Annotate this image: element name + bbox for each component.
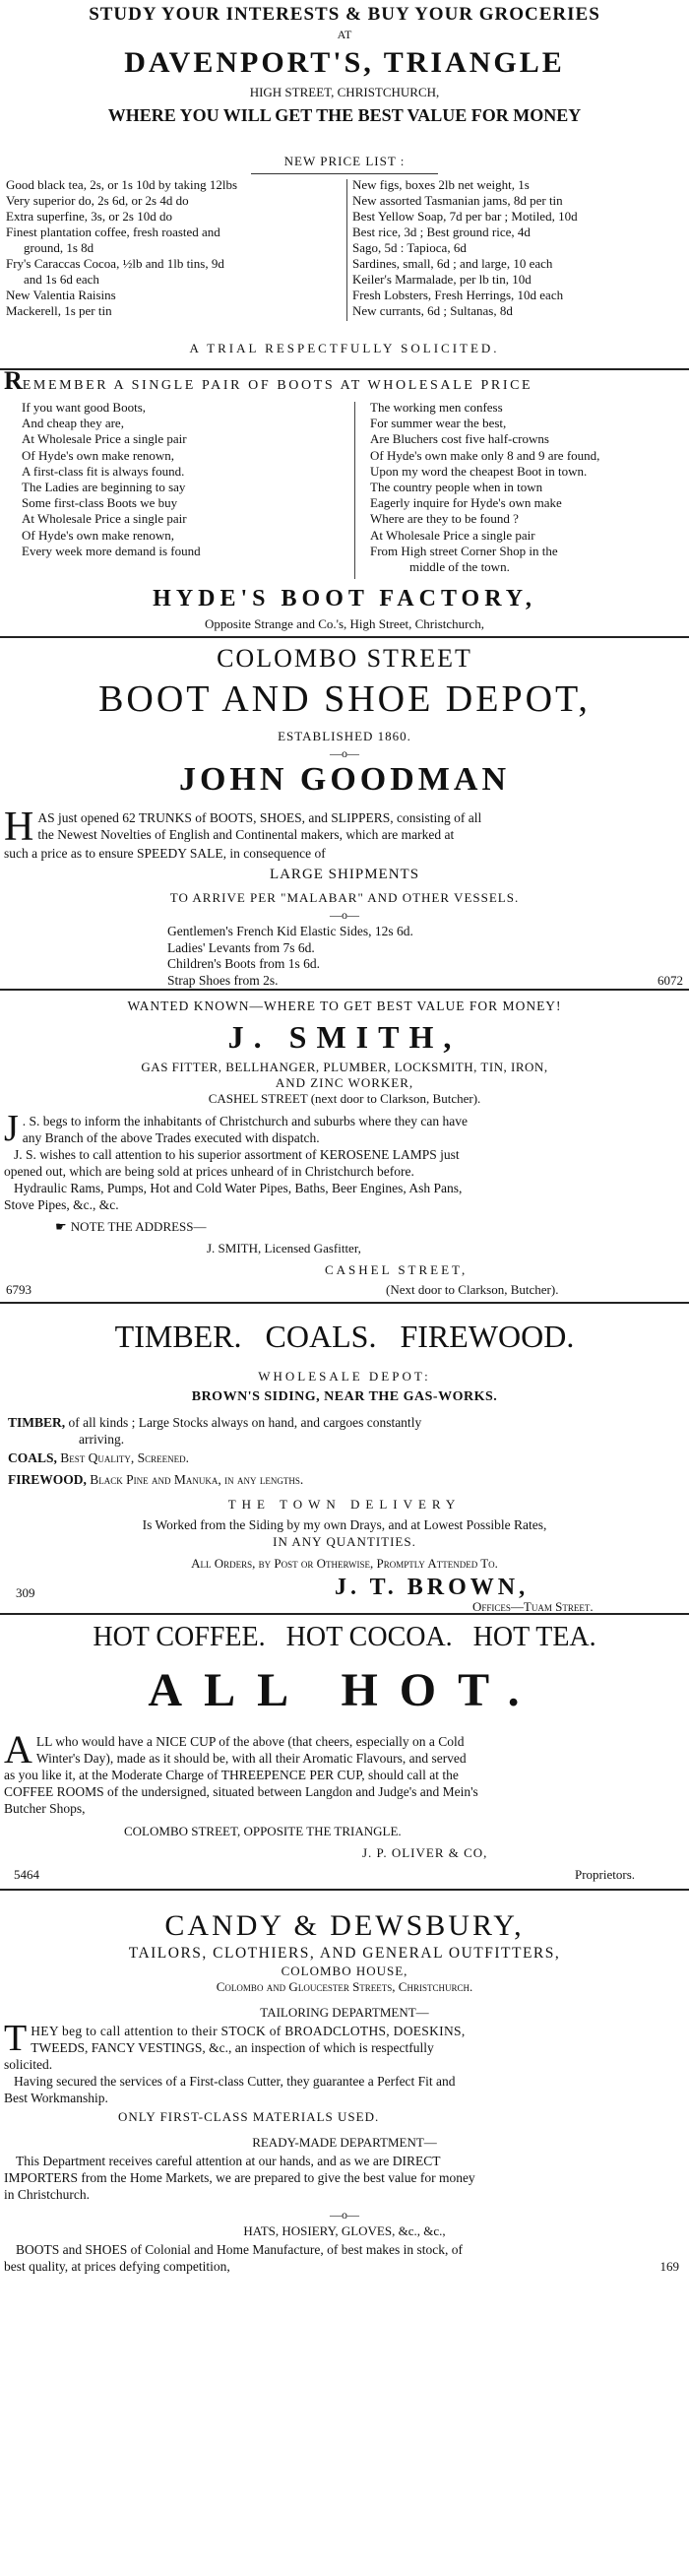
davenport-right-price-list [352, 177, 687, 319]
candy-ornament: —o— [330, 2208, 359, 2222]
price-item: Good black tea, 2s, or 1s 10d by taking 12lbs [6, 177, 238, 192]
hyde-headline-text: EMEMBER A SINGLE PAIR OF BOOTS AT WHOLESALE PRICE [22, 378, 533, 393]
goodman-ornament: —o— [330, 746, 359, 760]
body-line: J. S. wishes to call attention to his superior assortment of KEROSENE LAMPS just [14, 1147, 460, 1162]
body-line: This Department receives careful attention at our hands, and as we are DIRECT [16, 2154, 441, 2168]
brown-name: J. T. BROWN, [335, 1575, 530, 1600]
body-line: such a price as to ensure SPEEDY SALE, in consequence of [4, 846, 326, 861]
poem-line: Every week more demand is found [22, 543, 201, 558]
price-item: ground, 1s 8d [24, 240, 94, 255]
price-item: Sago, 5d : Tapioca, 6d [352, 240, 467, 255]
body-line: any Branch of the above Trades executed with dispatch. [22, 1130, 320, 1145]
smith-name: J. SMITH, [227, 1019, 462, 1055]
price-item: and 1s 6d each [24, 272, 99, 287]
goodman-established: ESTABLISHED 1860. [278, 729, 411, 743]
column-divider [346, 179, 347, 321]
candy-drop-cap: T [4, 2018, 28, 2059]
candy-materials: ONLY FIRST-CLASS MATERIALS USED. [118, 2109, 380, 2124]
oliver-name: J. P. OLIVER & CO, [362, 1845, 488, 1860]
hyde-poem-left [22, 400, 346, 559]
brown-delivery: THE TOWN DELIVERY [227, 1497, 462, 1512]
list-item: Children's Boots from 1s 6d. [167, 956, 321, 971]
price-item: Extra superfine, 3s, or 2s 10d do [6, 209, 172, 224]
brown-siding: BROWN'S SIDING, NEAR THE GAS-WORKS. [191, 1389, 498, 1404]
price-item: New figs, boxes 2lb net weight, 1s [352, 177, 530, 192]
brown-timber-line2: arriving. [79, 1432, 125, 1447]
goodman-arrive: TO ARRIVE PER "MALABAR" AND OTHER VESSELS. [169, 890, 520, 905]
smith-ad-number: 6793 [6, 1282, 31, 1297]
candy-tailoring-body [4, 2018, 685, 2106]
body-line: opened out, which are being sold at prices unheard of in Christchurch before. [4, 1164, 414, 1179]
davenport-left-price-list [6, 177, 345, 319]
brown-depot: WHOLESALE DEPOT: [258, 1369, 431, 1384]
davenport-price-heading: NEW PRICE LIST : [283, 154, 406, 168]
price-item: Best Yellow Soap, 7d per bar ; Motiled, 10d [352, 209, 578, 224]
candy-trades: TAILORS, CLOTHIERS, AND GENERAL OUTFITTERS, [128, 1945, 561, 1962]
poem-line: At Wholesale Price a single pair [22, 511, 187, 527]
hyde-headline [4, 366, 533, 395]
oliver-body [4, 1727, 685, 1817]
candy-house: COLOMBO HOUSE, [281, 1964, 408, 1978]
body-line: AS just opened 62 TRUNKS of BOOTS, SHOES, and SLIPPERS, consisting of all [37, 810, 482, 825]
price-item: New assorted Tasmanian jams, 8d per tin [352, 193, 563, 208]
goodman-drop-cap: H [4, 805, 34, 850]
price-item: Very superior do, 2s 6d, or 2s 4d do [6, 193, 189, 208]
goodman-title: BOOT AND SHOE DEPOT, [98, 678, 591, 720]
body-line: Butcher Shops, [4, 1801, 86, 1816]
body-line: Best Workmanship. [4, 2091, 108, 2105]
davenport-name: DAVENPORT'S, TRIANGLE [124, 46, 565, 79]
poem-line: And cheap they are, [22, 416, 124, 431]
davenport-footer: A TRIAL RESPECTFULLY SOLICITED. [189, 341, 500, 355]
list-item: Ladies' Levants from 7s 6d. [167, 939, 315, 955]
candy-readymade-body [4, 2153, 685, 2203]
poem-line: Of Hyde's own make renown, [22, 527, 175, 543]
body-line: Stove Pipes, &c., &c. [4, 1197, 119, 1212]
oliver-street: COLOMBO STREET, OPPOSITE THE TRIANGLE. [124, 1824, 402, 1838]
brown-title: TIMBER. COALS. FIREWOOD. [114, 1319, 575, 1354]
goodman-advertisement [0, 638, 689, 1032]
poem-line: Some first-class Boots we buy [22, 495, 178, 511]
oliver-drop-cap: A [4, 1727, 32, 1771]
candy-tailoring-heading: TAILORING DEPARTMENT— [260, 2005, 429, 2020]
candy-readymade-heading: READY-MADE DEPARTMENT— [252, 2135, 437, 2150]
poem-line: From High street Corner Shop in the [370, 543, 558, 558]
candy-hats: HATS, HOSIERY, GLOVES, &c., &c., [243, 2223, 446, 2238]
poem-line: For summer wear the best, [370, 416, 507, 431]
goodman-body [4, 805, 685, 862]
brown-worked: Is Worked from the Siding by my own Drays, and at Lowest Possible Rates, [142, 1517, 547, 1532]
candy-ad-number: 169 [659, 2259, 679, 2274]
body-line: LL who would have a NICE CUP of the above (that cheers, especially on a Cold [35, 1734, 465, 1749]
poem-line: Of Hyde's own make only 8 and 9 are found, [370, 447, 600, 463]
price-item: Sardines, small, 6d ; and large, 10 each [352, 256, 553, 271]
brown-offices: Offices—Tuam Street. [472, 1599, 594, 1614]
smith-body [4, 1108, 685, 1213]
price-item: Best rice, 3d ; Best ground rice, 4d [352, 225, 531, 239]
price-item: Keiler's Marmalade, per lb tin, 10d [352, 272, 532, 287]
smith-address: CASHEL STREET (next door to Clarkson, Butcher). [208, 1091, 481, 1106]
smith-signature-line1: J. SMITH, Licensed Gasfitter, [207, 1241, 361, 1256]
smith-note-text: NOTE THE ADDRESS— [70, 1219, 207, 1234]
timber-label: TIMBER, [8, 1415, 66, 1430]
brown-timber-line [8, 1414, 421, 1431]
timber-text: of all kinds ; Large Stocks always on hand, and cargoes constantly [65, 1415, 422, 1430]
poem-line: At Wholesale Price a single pair [370, 527, 535, 543]
davenport-slogan: WHERE YOU WILL GET THE BEST VALUE FOR MONEY [107, 105, 582, 125]
poem-line: Of Hyde's own make renown, [22, 447, 175, 463]
brown-advertisement [0, 1304, 689, 1614]
poem-line: middle of the town. [409, 559, 510, 575]
coals-text: Best Quality, Screened. [56, 1450, 190, 1465]
body-line: HEY beg to call attention to their STOCK of BROADCLOTHS, DOESKINS, [31, 2024, 466, 2038]
goodman-street: COLOMBO STREET [217, 644, 472, 673]
poem-line: The Ladies are beginning to say [22, 480, 186, 495]
smith-note [55, 1219, 207, 1236]
hyde-poem-right [370, 400, 687, 575]
price-item: Finest plantation coffee, fresh roasted and [6, 225, 220, 239]
poem-line: Are Bluchers cost five half-crowns [370, 431, 549, 447]
list-item: Gentlemen's French Kid Elastic Sides, 12s 6d. [167, 924, 413, 938]
body-line: Hydraulic Rams, Pumps, Hot and Cold Water Pipes, Baths, Beer Engines, Ash Pans, [14, 1181, 463, 1195]
price-item: Mackerell, 1s per tin [6, 303, 112, 318]
brown-ad-number: 309 [16, 1585, 35, 1600]
candy-name: CANDY & DEWSBURY, [164, 1909, 525, 1942]
coals-label: COALS, [8, 1450, 57, 1465]
davenport-at: AT [337, 28, 352, 41]
poem-line: The country people when in town [370, 480, 543, 495]
poem-line: If you want good Boots, [22, 400, 147, 415]
goodman-item-list [167, 924, 413, 989]
poem-line: At Wholesale Price a single pair [22, 431, 187, 447]
hyde-advertisement [0, 366, 689, 631]
price-item: Fry's Caraccas Cocoa, ½lb and 1lb tins, 9d [6, 256, 224, 271]
poem-line: Eagerly inquire for Hyde's own make [370, 495, 562, 511]
body-line: . S. begs to inform the inhabitants of Christchurch and suburbs where they can have [22, 1114, 468, 1128]
body-line: the Newest Novelties of English and Continental makers, which are marked at [37, 827, 455, 842]
price-heading-underline [251, 173, 438, 174]
body-line: TWEEDS, FANCY VESTINGS, &c., an inspection of which is respectfully [31, 2040, 434, 2055]
oliver-advertisement [0, 1615, 689, 1881]
oliver-proprietors: Proprietors. [575, 1867, 636, 1882]
oliver-ad-number: 5464 [14, 1867, 39, 1882]
hyde-address: Opposite Strange and Co.'s, High Street, Christchurch, [205, 616, 484, 631]
smith-signature-line2: CASHEL STREET, [325, 1262, 469, 1277]
body-line: in Christchurch. [4, 2187, 90, 2202]
smith-drop-cap: J [4, 1108, 19, 1149]
brown-firewood-line [8, 1471, 303, 1488]
firewood-text: Black Pine and Manuka, in any lengths. [86, 1472, 304, 1487]
poem-line: Where are they to be found ? [370, 511, 519, 527]
goodman-shipments: LARGE SHIPMENTS [269, 867, 420, 882]
pointing-hand-icon: ☛ [55, 1220, 71, 1235]
smith-signature-line3: (Next door to Clarkson, Butcher). [386, 1282, 559, 1297]
smith-trades-line1: GAS FITTER, BELLHANGER, PLUMBER, LOCKSMITH, TIN, IRON, [141, 1060, 548, 1074]
davenport-address: HIGH STREET, CHRISTCHURCH, [249, 85, 440, 99]
body-line: Winter's Day), made as it should be, with all their Aromatic Flavours, and served [35, 1751, 467, 1766]
list-item: Strap Shoes from 2s. [167, 972, 279, 988]
body-line: IMPORTERS from the Home Markets, we are prepared to give the best value for money [4, 2170, 475, 2185]
brown-coals-line [8, 1449, 189, 1466]
price-item: New Valentia Raisins [6, 288, 116, 302]
hyde-name: HYDE'S BOOT FACTORY, [153, 586, 536, 612]
candy-address: Colombo and Gloucester Streets, Christchurch. [216, 1979, 473, 1994]
candy-dewsbury-advertisement [0, 1891, 689, 2576]
body-line: best quality, at prices defying competition, [4, 2259, 230, 2274]
candy-boots-body [4, 2241, 685, 2275]
oliver-all-hot: ALL HOT. [148, 1664, 541, 1716]
firewood-label: FIREWOOD, [8, 1472, 87, 1487]
smith-wanted: WANTED KNOWN—WHERE TO GET BEST VALUE FOR MONEY! [127, 998, 562, 1013]
poem-line: The working men confess [370, 400, 503, 415]
brown-quantities: IN ANY QUANTITIES. [273, 1534, 416, 1549]
goodman-ornament: —o— [330, 908, 359, 922]
body-line: as you like it, at the Moderate Charge of THREEPENCE PER CUP, should call at the [4, 1768, 459, 1782]
davenport-headline: STUDY YOUR INTERESTS & BUY YOUR GROCERIES [89, 4, 600, 25]
smith-advertisement [0, 991, 689, 1325]
goodman-name: JOHN GOODMAN [178, 761, 511, 798]
body-line: Having secured the services of a First-class Cutter, they guarantee a Perfect Fit and [14, 2074, 456, 2089]
oliver-drinks: HOT COFFEE. HOT COCOA. HOT TEA. [93, 1622, 596, 1652]
body-line: BOOTS and SHOES of Colonial and Home Manufacture, of best makes in stock, of [16, 2242, 464, 2257]
poem-line: Upon my word the cheapest Boot in town. [370, 463, 588, 479]
body-line: solicited. [4, 2057, 53, 2072]
column-divider [354, 402, 355, 579]
brown-orders: All Orders, by Post or Otherwise, Promptly Attended To. [191, 1556, 498, 1571]
smith-trades-line2: AND ZINC WORKER, [275, 1075, 414, 1090]
hyde-headline-initial: R [4, 366, 23, 395]
price-item: New currants, 6d ; Sultanas, 8d [352, 303, 513, 318]
price-item: Fresh Lobsters, Fresh Herrings, 10d each [352, 288, 564, 302]
goodman-ad-number: 6072 [658, 973, 683, 988]
body-line: COFFEE ROOMS of the undersigned, situated between Langdon and Judge's and Mein's [4, 1784, 478, 1799]
poem-line: A first-class fit is always found. [22, 463, 185, 479]
